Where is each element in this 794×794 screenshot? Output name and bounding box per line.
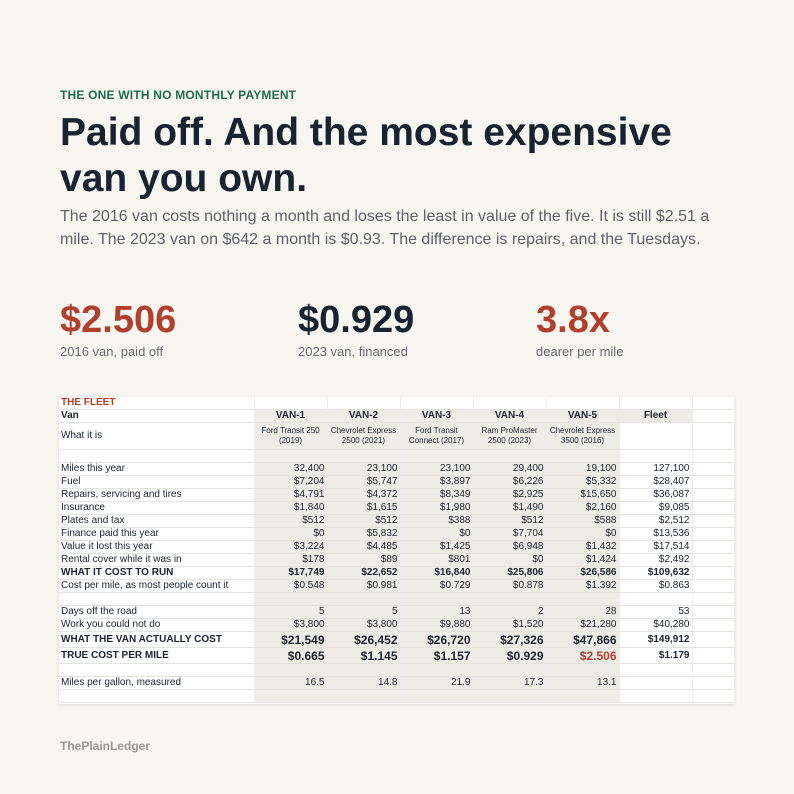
row-label[interactable]: Cost per mile, as most people count it (59, 580, 254, 593)
row-label[interactable]: Finance paid this year (59, 528, 254, 541)
column-header[interactable]: VAN-2 (327, 410, 400, 423)
cell[interactable] (400, 450, 473, 463)
value-cell[interactable]: $47,866 (546, 632, 619, 648)
cell[interactable] (473, 450, 546, 463)
table-row-insurance (59, 502, 734, 515)
value-cell[interactable]: 13.1 (546, 677, 619, 690)
cell[interactable] (619, 664, 692, 677)
value-cell[interactable]: $22,652 (327, 567, 400, 580)
value-cell[interactable]: $512 (473, 515, 546, 528)
value-cell[interactable]: $17,749 (254, 567, 327, 580)
value-cell[interactable]: $17,514 (619, 541, 692, 554)
cell[interactable] (327, 593, 400, 606)
value-cell[interactable]: $21,280 (546, 619, 619, 632)
cell[interactable] (692, 554, 734, 567)
value-cell[interactable]: $1.145 (327, 648, 400, 664)
cell[interactable] (692, 423, 734, 450)
value-cell[interactable]: $2,925 (473, 489, 546, 502)
cell[interactable] (473, 664, 546, 677)
stat-label: dearer per mile (536, 344, 624, 359)
van-description[interactable]: Ram ProMaster 2500 (2023) (473, 423, 546, 450)
header-label[interactable]: Van (59, 410, 254, 423)
value-cell[interactable]: $512 (254, 515, 327, 528)
cell[interactable] (59, 664, 254, 677)
cell[interactable] (692, 463, 734, 476)
cell[interactable] (254, 397, 327, 410)
stat-label: 2016 van, paid off (60, 344, 164, 359)
value-cell[interactable]: $13,536 (619, 528, 692, 541)
stat-ratio (536, 298, 623, 359)
description-row (59, 423, 734, 450)
value-cell[interactable]: 5 (254, 606, 327, 619)
cell[interactable] (692, 648, 734, 664)
column-header[interactable]: Fleet (619, 410, 692, 423)
value-cell[interactable]: $1,424 (546, 554, 619, 567)
value-cell[interactable]: $388 (400, 515, 473, 528)
cell[interactable] (473, 690, 546, 703)
cell[interactable] (692, 606, 734, 619)
value-cell[interactable]: 21.9 (400, 677, 473, 690)
cell[interactable] (692, 690, 734, 703)
table-row-actual-cost (59, 632, 734, 648)
cell[interactable] (692, 664, 734, 677)
value-cell[interactable]: $1.157 (400, 648, 473, 664)
cell[interactable] (400, 397, 473, 410)
cell[interactable] (473, 397, 546, 410)
cell[interactable] (692, 397, 734, 410)
van-description[interactable]: Chevrolet Express 2500 (2021) (327, 423, 400, 450)
value-cell[interactable]: 32,400 (254, 463, 327, 476)
value-cell[interactable]: $2,512 (619, 515, 692, 528)
value-cell[interactable]: 53 (619, 606, 692, 619)
value-cell[interactable]: $7,204 (254, 476, 327, 489)
table-row-value-lost (59, 541, 734, 554)
table-row-days-off (59, 606, 734, 619)
row-label[interactable]: Work you could not do (59, 619, 254, 632)
value-cell[interactable]: $0.981 (327, 580, 400, 593)
value-cell[interactable]: 28 (546, 606, 619, 619)
row-label[interactable]: Repairs, servicing and tires (59, 489, 254, 502)
value-cell[interactable]: $0 (400, 528, 473, 541)
van-description[interactable]: Ford Transit 250 (2019) (254, 423, 327, 450)
value-cell[interactable]: $1,615 (327, 502, 400, 515)
value-cell[interactable]: $2,160 (546, 502, 619, 515)
cell[interactable] (327, 664, 400, 677)
value-cell[interactable]: $5,832 (327, 528, 400, 541)
value-cell[interactable]: $2.506 (546, 648, 619, 664)
value-cell[interactable]: $3,224 (254, 541, 327, 554)
cell[interactable] (546, 593, 619, 606)
value-cell[interactable]: $4,485 (327, 541, 400, 554)
cell[interactable] (692, 502, 734, 515)
value-cell[interactable] (619, 677, 692, 690)
stat-value: $0.929 (298, 299, 415, 341)
value-cell[interactable]: $588 (546, 515, 619, 528)
cell[interactable] (692, 476, 734, 489)
value-cell[interactable]: $9,085 (619, 502, 692, 515)
column-header[interactable]: VAN-3 (400, 410, 473, 423)
cell[interactable] (254, 593, 327, 606)
cell[interactable] (692, 580, 734, 593)
cell[interactable] (59, 593, 254, 606)
van-description[interactable]: Chevrolet Express 3500 (2016) (546, 423, 619, 450)
row-label[interactable]: Plates and tax (59, 515, 254, 528)
row-label[interactable]: WHAT THE VAN ACTUALLY COST (59, 632, 254, 648)
stat-value: 3.8x (536, 299, 610, 341)
blank-row (59, 664, 734, 677)
value-cell[interactable]: $8,349 (400, 489, 473, 502)
stat-label: 2023 van, financed (298, 344, 408, 359)
value-cell[interactable]: $4,791 (254, 489, 327, 502)
stat-2023-van (298, 298, 414, 359)
value-cell[interactable]: 13 (400, 606, 473, 619)
cell[interactable] (254, 690, 327, 703)
value-cell[interactable]: $7,704 (473, 528, 546, 541)
table-row-miles (59, 463, 734, 476)
stat-value: $2.506 (60, 299, 177, 341)
value-cell[interactable]: 14.8 (327, 677, 400, 690)
cell[interactable] (692, 528, 734, 541)
blank-row (59, 690, 734, 703)
table-row-rental (59, 554, 734, 567)
table-row-work-lost (59, 619, 734, 632)
row-label[interactable]: WHAT IT COST TO RUN (59, 567, 254, 580)
value-cell[interactable]: $0.548 (254, 580, 327, 593)
value-cell[interactable]: 17.3 (473, 677, 546, 690)
cell[interactable] (692, 541, 734, 554)
blank-row (59, 593, 734, 606)
cell[interactable] (254, 450, 327, 463)
cell[interactable] (327, 690, 400, 703)
cell[interactable] (619, 397, 692, 410)
value-cell[interactable]: $26,586 (546, 567, 619, 580)
value-cell[interactable]: $0 (473, 554, 546, 567)
cell[interactable] (692, 567, 734, 580)
value-cell[interactable]: 2 (473, 606, 546, 619)
section-title-row (59, 397, 734, 410)
value-cell[interactable]: $1,980 (400, 502, 473, 515)
desc-label[interactable]: What it is (59, 423, 254, 450)
cell[interactable] (400, 664, 473, 677)
column-header[interactable]: VAN-1 (254, 410, 327, 423)
row-label[interactable]: Insurance (59, 502, 254, 515)
cell[interactable] (473, 593, 546, 606)
table-row-repairs (59, 489, 734, 502)
value-cell[interactable]: $26,720 (400, 632, 473, 648)
value-cell[interactable]: $1.179 (619, 648, 692, 664)
column-header[interactable]: VAN-5 (546, 410, 619, 423)
row-label[interactable]: Miles this year (59, 463, 254, 476)
value-cell[interactable]: $9,880 (400, 619, 473, 632)
table-row-mpg (59, 677, 734, 690)
header-row (59, 410, 734, 423)
table-row-plates (59, 515, 734, 528)
row-label[interactable]: Fuel (59, 476, 254, 489)
table-row-finance (59, 528, 734, 541)
value-cell[interactable]: $26,452 (327, 632, 400, 648)
cell[interactable] (619, 450, 692, 463)
value-cell[interactable]: $0.878 (473, 580, 546, 593)
cell[interactable] (546, 664, 619, 677)
value-cell[interactable]: $3,800 (327, 619, 400, 632)
value-cell[interactable]: $27,326 (473, 632, 546, 648)
cell[interactable] (692, 677, 734, 690)
table-row-cost-to-run (59, 567, 734, 580)
value-cell[interactable]: $512 (327, 515, 400, 528)
blank-row (59, 450, 734, 463)
van-description[interactable]: Ford Transit Connect (2017) (400, 423, 473, 450)
value-cell[interactable]: $1,490 (473, 502, 546, 515)
value-cell[interactable]: $89 (327, 554, 400, 567)
fleet-table (59, 397, 734, 703)
value-cell[interactable]: $149,912 (619, 632, 692, 648)
kicker: THE ONE WITH NO MONTHLY PAYMENT (60, 88, 297, 102)
headline: Paid off. And the most expensive van you own. (60, 111, 672, 200)
cell[interactable] (619, 690, 692, 703)
fleet-spreadsheet (59, 397, 734, 704)
brand-logo: ThePlainLedger (60, 739, 151, 753)
value-cell[interactable]: $1,840 (254, 502, 327, 515)
value-cell[interactable]: $28,407 (619, 476, 692, 489)
value-cell[interactable]: 23,100 (327, 463, 400, 476)
value-cell[interactable]: $36,087 (619, 489, 692, 502)
value-cell[interactable]: $0.729 (400, 580, 473, 593)
value-cell[interactable]: $40,280 (619, 619, 692, 632)
cell[interactable] (692, 450, 734, 463)
stat-2016-van (60, 298, 176, 359)
value-cell[interactable]: $5,332 (546, 476, 619, 489)
row-label[interactable]: Days off the road (59, 606, 254, 619)
cell[interactable] (546, 690, 619, 703)
cell[interactable] (692, 632, 734, 648)
row-label[interactable]: Miles per gallon, measured (59, 677, 254, 690)
value-cell[interactable]: $6,948 (473, 541, 546, 554)
row-label[interactable]: Value it lost this year (59, 541, 254, 554)
value-cell[interactable]: $4,372 (327, 489, 400, 502)
value-cell[interactable]: 19,100 (546, 463, 619, 476)
cell[interactable] (59, 690, 254, 703)
row-label[interactable]: TRUE COST PER MILE (59, 648, 254, 664)
cell[interactable] (692, 410, 734, 423)
value-cell[interactable]: $15,650 (546, 489, 619, 502)
subhead: The 2016 van costs nothing a month and loses the least in value of the five. It is still $2.51 a mile. The 2023 van on $642 a month is $0.93. The difference is repairs, and the Tuesdays. (60, 208, 710, 248)
value-cell[interactable]: 23,100 (400, 463, 473, 476)
cell[interactable] (692, 619, 734, 632)
value-cell[interactable]: $0.929 (473, 648, 546, 664)
cell[interactable] (692, 593, 734, 606)
value-cell[interactable]: $0.665 (254, 648, 327, 664)
cell[interactable] (619, 593, 692, 606)
value-cell[interactable]: 29,400 (473, 463, 546, 476)
table-row-fuel (59, 476, 734, 489)
table-row-cost-per-mile (59, 580, 734, 593)
value-cell[interactable]: 127,100 (619, 463, 692, 476)
value-cell[interactable]: $2,492 (619, 554, 692, 567)
value-cell[interactable]: $178 (254, 554, 327, 567)
value-cell[interactable]: $109,632 (619, 567, 692, 580)
value-cell[interactable]: $3,800 (254, 619, 327, 632)
value-cell[interactable]: $25,806 (473, 567, 546, 580)
value-cell[interactable]: $0.863 (619, 580, 692, 593)
value-cell[interactable]: $1,432 (546, 541, 619, 554)
value-cell[interactable]: $0 (254, 528, 327, 541)
cell[interactable] (546, 450, 619, 463)
cell[interactable] (400, 690, 473, 703)
cell[interactable] (692, 515, 734, 528)
value-cell[interactable]: 5 (327, 606, 400, 619)
cell[interactable] (327, 450, 400, 463)
cell[interactable] (59, 450, 254, 463)
value-cell[interactable]: $1,425 (400, 541, 473, 554)
van-description[interactable] (619, 423, 692, 450)
table-row-true-cpm (59, 648, 734, 664)
cell[interactable] (254, 664, 327, 677)
value-cell[interactable]: $1,520 (473, 619, 546, 632)
value-cell[interactable]: $16,840 (400, 567, 473, 580)
value-cell[interactable]: $801 (400, 554, 473, 567)
value-cell[interactable]: $5,747 (327, 476, 400, 489)
row-label[interactable]: Rental cover while it was in (59, 554, 254, 567)
cell[interactable] (400, 593, 473, 606)
value-cell[interactable]: 16.5 (254, 677, 327, 690)
value-cell[interactable]: $1.392 (546, 580, 619, 593)
column-header[interactable]: VAN-4 (473, 410, 546, 423)
section-title[interactable]: THE FLEET (59, 397, 254, 410)
value-cell[interactable]: $6,226 (473, 476, 546, 489)
value-cell[interactable]: $0 (546, 528, 619, 541)
value-cell[interactable]: $3,897 (400, 476, 473, 489)
value-cell[interactable]: $21,549 (254, 632, 327, 648)
cell[interactable] (546, 397, 619, 410)
cell[interactable] (327, 397, 400, 410)
cell[interactable] (692, 489, 734, 502)
